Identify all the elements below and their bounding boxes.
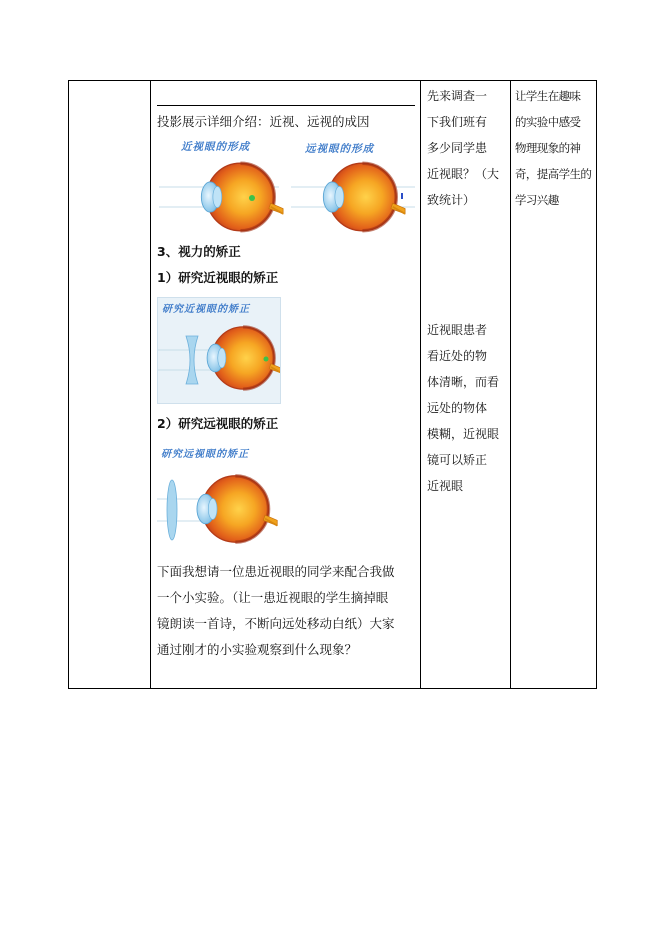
intro-text: 投影展示详细介绍：近视、远视的成因 xyxy=(157,114,370,129)
student-activity-cell xyxy=(421,81,511,688)
lesson-table xyxy=(68,80,597,689)
teaching-content-cell xyxy=(151,81,421,688)
text-line: 远处的物体 xyxy=(427,401,488,415)
hyperopia-correction-figure xyxy=(157,443,279,553)
paragraph-line: 一个小实验。（让一患近视眼的学生摘掉眼 xyxy=(157,590,389,605)
convex-lens-icon xyxy=(167,480,177,540)
text-line: 让学生在趣味 xyxy=(515,89,581,103)
separator-line xyxy=(157,105,415,106)
concave-lens-eye-diagram xyxy=(158,316,280,402)
text-line: 模糊，近视眼 xyxy=(427,427,500,441)
text-line: 先来调查一 xyxy=(427,89,488,103)
text-line: 近视眼患者 xyxy=(427,323,488,337)
convex-lens-eye-diagram xyxy=(157,463,279,553)
text-line: 的实验中感受 xyxy=(515,115,581,129)
text-line: 致统计） xyxy=(427,193,476,207)
paragraph-line: 通过刚才的小实验观察到什么现象？ xyxy=(157,642,358,657)
text-line: 镜可以矫正 xyxy=(427,453,488,467)
survey-question xyxy=(427,83,499,213)
paragraph-line: 下面我想请一位患近视眼的同学来配合我做 xyxy=(157,564,395,579)
text-line: 近视眼 xyxy=(427,479,464,493)
eye-diagram-pair xyxy=(159,157,415,237)
text-line: 多少同学患 xyxy=(427,141,488,155)
section-correction-heading: 3、视力的矫正 xyxy=(157,244,241,259)
text-line: 奇，提高学生的 xyxy=(515,167,592,181)
text-line: 看近处的物 xyxy=(427,349,488,363)
text-line: 物理现象的神 xyxy=(515,141,581,155)
design-intent-cell xyxy=(511,81,597,688)
hyperopia-correction-heading: 2）研究远视眼的矫正 xyxy=(157,416,279,431)
text-line: 近视眼？（大 xyxy=(427,167,500,181)
concave-lens-icon xyxy=(186,336,198,384)
design-intent-text xyxy=(515,83,591,213)
hyperopia-correction-caption: 研究远视眼的矫正 xyxy=(161,449,249,460)
experiment-paragraph xyxy=(157,559,419,663)
text-line: 学习兴趣 xyxy=(515,193,559,207)
hyperopia-formation-caption: 远视眼的形成 xyxy=(305,143,374,155)
text-line: 下我们班有 xyxy=(427,115,488,129)
myopia-correction-heading: 1）研究近视眼的矫正 xyxy=(157,270,279,285)
text-line: 体清晰，而看 xyxy=(427,375,500,389)
paragraph-line: 镜朗读一首诗，不断向远处移动白纸）大家 xyxy=(157,616,395,631)
myopia-correction-figure xyxy=(157,297,281,404)
student-answer xyxy=(427,317,499,499)
myopia-formation-caption: 近视眼的形成 xyxy=(181,141,250,153)
myopia-correction-caption: 研究近视眼的矫正 xyxy=(162,304,250,315)
eye-formation-figure xyxy=(159,135,415,235)
